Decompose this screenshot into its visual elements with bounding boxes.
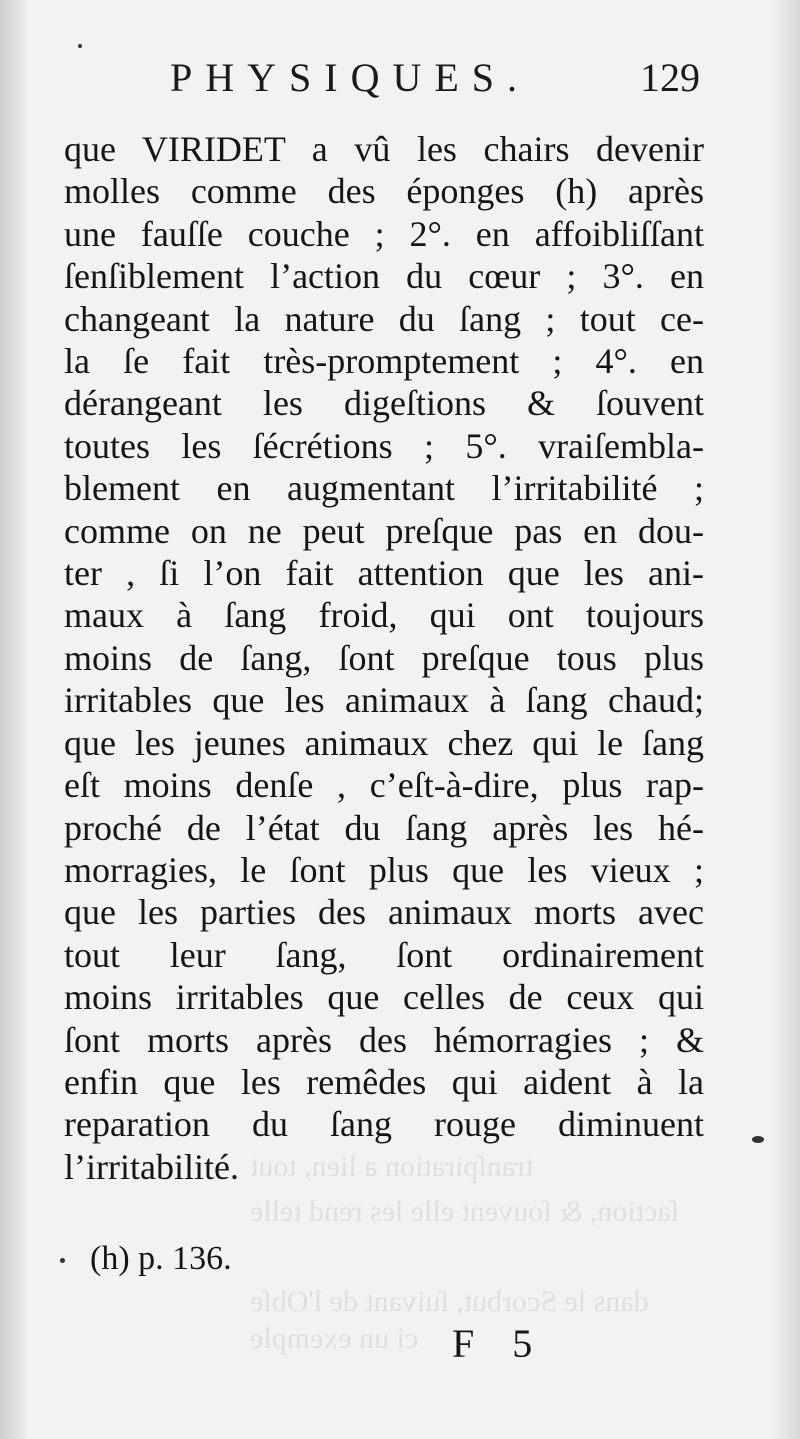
text-line: molles comme des éponges (h) après: [64, 171, 704, 212]
text-line: blement en augmentant l’irritabilité ;: [64, 468, 704, 509]
bleed-through-text: ci un exemple: [250, 1322, 419, 1355]
page-number: 129: [640, 55, 700, 100]
text-line: morragies, le ſont plus que les vieux ;: [64, 849, 704, 890]
text-line: comme on ne peut preſque pas en dou-: [64, 510, 704, 551]
text-line: ſont morts après des hémorragies ; &: [64, 1019, 704, 1060]
text-line: reparation du ſang rouge diminuent: [64, 1104, 704, 1145]
bleed-through-text: dans le Scorbut, ſuivant de l'Obſe: [250, 1285, 649, 1318]
ink-speck: [60, 1258, 65, 1263]
text-line: moins irritables que celles de ceux qui: [64, 977, 704, 1018]
text-line: que les parties des animaux morts avec: [64, 892, 704, 933]
text-line: que VIRIDET a vû les chairs devenir: [64, 129, 704, 169]
ink-speck: [752, 1136, 764, 1143]
body-text: [64, 128, 704, 1188]
text-line: toutes les ſécrétions ; 5°. vraiſembla-: [64, 425, 704, 466]
ink-speck: [78, 44, 82, 48]
text-line: l’irritabilité.: [64, 1146, 239, 1187]
text-line: moins de ſang, ſont preſque tous plus: [64, 637, 704, 678]
text-line: maux à ſang froid, qui ont toujours: [64, 595, 704, 636]
text-line: proché de l’état du ſang après les hé-: [64, 807, 704, 848]
printer-signature: F 5: [452, 1321, 547, 1366]
footnote: (h) p. 136.: [90, 1240, 232, 1277]
text-line: enfin que les remêdes qui aident à la: [64, 1061, 704, 1102]
text-line: ter , ſi l’on fait attention que les ani-: [64, 553, 704, 594]
text-line: tout leur ſang, ſont ordinairement: [64, 934, 704, 975]
text-line: ſenſiblement l’action du cœur ; 3°. en: [64, 256, 704, 297]
text-line: une fauſſe couche ; 2°. en affoibliſſant: [64, 213, 704, 254]
gutter-shadow: [0, 0, 26, 1439]
text-line: la ſe fait très-promptement ; 4°. en: [64, 341, 704, 382]
edge-shadow: [770, 0, 800, 1439]
text-line: eſt moins denſe , c’eſt-à-dire, plus rap-: [64, 765, 704, 806]
text-line: irritables que les animaux à ſang chaud;: [64, 680, 704, 721]
text-line: que les jeunes animaux chez qui le ſang: [64, 722, 704, 763]
bleed-through-text: ſaction, & ſouvent elle les rend telle: [250, 1195, 680, 1228]
bleed-through-text: tranſpiration a lien, tout: [250, 1150, 534, 1183]
text-line: dérangeant les digeſtions & ſouvent: [64, 383, 704, 424]
running-head: PHYSIQUES.: [170, 55, 531, 100]
text-line: changeant la nature du ſang ; tout ce-: [64, 298, 704, 339]
